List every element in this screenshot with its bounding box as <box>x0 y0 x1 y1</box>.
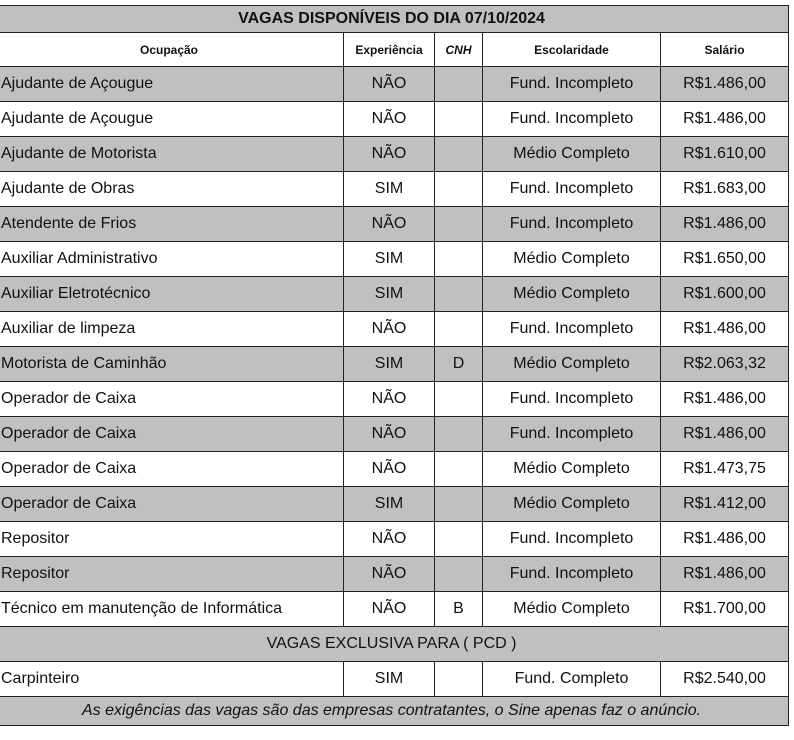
cell-education: Fund. Incompleto <box>483 557 661 592</box>
cell-salary: R$1.650,00 <box>661 242 789 277</box>
table-row <box>0 207 789 242</box>
cell-education: Fund. Incompleto <box>483 312 661 347</box>
cell-occupation: Ajudante de Açougue <box>0 67 344 102</box>
cell-experience: NÃO <box>344 557 435 592</box>
cell-education: Médio Completo <box>483 452 661 487</box>
cell-salary: R$1.486,00 <box>661 522 789 557</box>
cell-experience: SIM <box>344 242 435 277</box>
cell-occupation: Auxiliar Eletrotécnico <box>0 277 344 312</box>
cell-experience: SIM <box>344 172 435 207</box>
table-row <box>0 67 789 102</box>
cell-occupation: Operador de Caixa <box>0 487 344 522</box>
cell-occupation: Carpinteiro <box>0 662 344 697</box>
cell-salary: R$1.683,00 <box>661 172 789 207</box>
table-row <box>0 522 789 557</box>
cell-cnh <box>435 417 483 452</box>
cell-education: Fund. Incompleto <box>483 382 661 417</box>
pcd-rows <box>0 662 789 697</box>
table-row <box>0 277 789 312</box>
header-education: Escolaridade <box>483 33 661 67</box>
cell-education: Fund. Incompleto <box>483 102 661 137</box>
cell-experience: NÃO <box>344 312 435 347</box>
cell-education: Médio Completo <box>483 347 661 382</box>
cell-salary: R$1.600,00 <box>661 277 789 312</box>
table-row <box>0 242 789 277</box>
cell-cnh: D <box>435 347 483 382</box>
cell-education: Médio Completo <box>483 487 661 522</box>
cell-occupation: Repositor <box>0 522 344 557</box>
cell-experience: SIM <box>344 487 435 522</box>
cell-cnh <box>435 662 483 697</box>
cell-occupation: Operador de Caixa <box>0 382 344 417</box>
cell-experience: NÃO <box>344 67 435 102</box>
cell-salary: R$2.063,32 <box>661 347 789 382</box>
cell-cnh <box>435 242 483 277</box>
table-title: VAGAS DISPONÍVEIS DO DIA 07/10/2024 <box>0 6 789 33</box>
table-row <box>0 487 789 522</box>
cell-cnh <box>435 207 483 242</box>
pcd-section-row <box>0 627 789 662</box>
footer-note: As exigências das vagas são das empresas contratantes, o Sine apenas faz o anúncio. <box>0 697 789 726</box>
cell-salary: R$1.486,00 <box>661 417 789 452</box>
cell-education: Fund. Incompleto <box>483 67 661 102</box>
table-row <box>0 347 789 382</box>
cell-salary: R$1.610,00 <box>661 137 789 172</box>
cell-education: Fund. Incompleto <box>483 417 661 452</box>
cell-salary: R$1.486,00 <box>661 102 789 137</box>
cell-education: Médio Completo <box>483 242 661 277</box>
header-salary: Salário <box>661 33 789 67</box>
cell-education: Fund. Incompleto <box>483 172 661 207</box>
cell-salary: R$1.486,00 <box>661 382 789 417</box>
cell-education: Médio Completo <box>483 277 661 312</box>
header-occupation: Ocupação <box>0 33 344 67</box>
cell-experience: SIM <box>344 347 435 382</box>
cell-experience: NÃO <box>344 522 435 557</box>
cell-experience: SIM <box>344 277 435 312</box>
cell-cnh <box>435 557 483 592</box>
cell-occupation: Operador de Caixa <box>0 452 344 487</box>
cell-salary: R$2.540,00 <box>661 662 789 697</box>
cell-salary: R$1.473,75 <box>661 452 789 487</box>
cell-experience: NÃO <box>344 417 435 452</box>
cell-cnh <box>435 67 483 102</box>
table-row <box>0 662 789 697</box>
cell-experience: NÃO <box>344 382 435 417</box>
cell-salary: R$1.412,00 <box>661 487 789 522</box>
cell-cnh <box>435 102 483 137</box>
cell-cnh <box>435 522 483 557</box>
cell-occupation: Auxiliar Administrativo <box>0 242 344 277</box>
table-row <box>0 312 789 347</box>
cell-salary: R$1.486,00 <box>661 207 789 242</box>
cell-experience: NÃO <box>344 452 435 487</box>
cell-experience: NÃO <box>344 207 435 242</box>
cell-salary: R$1.486,00 <box>661 67 789 102</box>
cell-cnh <box>435 312 483 347</box>
cell-education: Fund. Incompleto <box>483 522 661 557</box>
cell-experience: SIM <box>344 662 435 697</box>
cell-occupation: Técnico em manutenção de Informática <box>0 592 344 627</box>
job-rows <box>0 67 789 627</box>
table-row <box>0 137 789 172</box>
cell-salary: R$1.700,00 <box>661 592 789 627</box>
cell-experience: NÃO <box>344 137 435 172</box>
pcd-section-title: VAGAS EXCLUSIVA PARA ( PCD ) <box>0 627 789 662</box>
cell-cnh <box>435 172 483 207</box>
cell-occupation: Motorista de Caminhão <box>0 347 344 382</box>
cell-experience: NÃO <box>344 102 435 137</box>
table-row <box>0 382 789 417</box>
cell-occupation: Ajudante de Motorista <box>0 137 344 172</box>
cell-occupation: Ajudante de Obras <box>0 172 344 207</box>
cell-cnh <box>435 277 483 312</box>
footer-row <box>0 697 789 726</box>
cell-cnh <box>435 137 483 172</box>
cell-occupation: Auxiliar de limpeza <box>0 312 344 347</box>
header-row <box>0 33 789 67</box>
table-row <box>0 172 789 207</box>
table-row <box>0 452 789 487</box>
cell-education: Fund. Completo <box>483 662 661 697</box>
cell-salary: R$1.486,00 <box>661 557 789 592</box>
cell-occupation: Repositor <box>0 557 344 592</box>
cell-salary: R$1.486,00 <box>661 312 789 347</box>
cell-cnh <box>435 487 483 522</box>
cell-occupation: Atendente de Frios <box>0 207 344 242</box>
cell-education: Médio Completo <box>483 592 661 627</box>
cell-occupation: Ajudante de Açougue <box>0 102 344 137</box>
table-row <box>0 557 789 592</box>
cell-education: Médio Completo <box>483 137 661 172</box>
table-row <box>0 592 789 627</box>
job-table <box>0 5 789 726</box>
header-experience: Experiência <box>344 33 435 67</box>
cell-education: Fund. Incompleto <box>483 207 661 242</box>
cell-occupation: Operador de Caixa <box>0 417 344 452</box>
cell-cnh <box>435 452 483 487</box>
cell-cnh: B <box>435 592 483 627</box>
cell-cnh <box>435 382 483 417</box>
table-row <box>0 102 789 137</box>
header-cnh: CNH <box>435 33 483 67</box>
table-row <box>0 417 789 452</box>
title-row <box>0 6 789 33</box>
cell-experience: NÃO <box>344 592 435 627</box>
job-listings <box>0 5 788 726</box>
